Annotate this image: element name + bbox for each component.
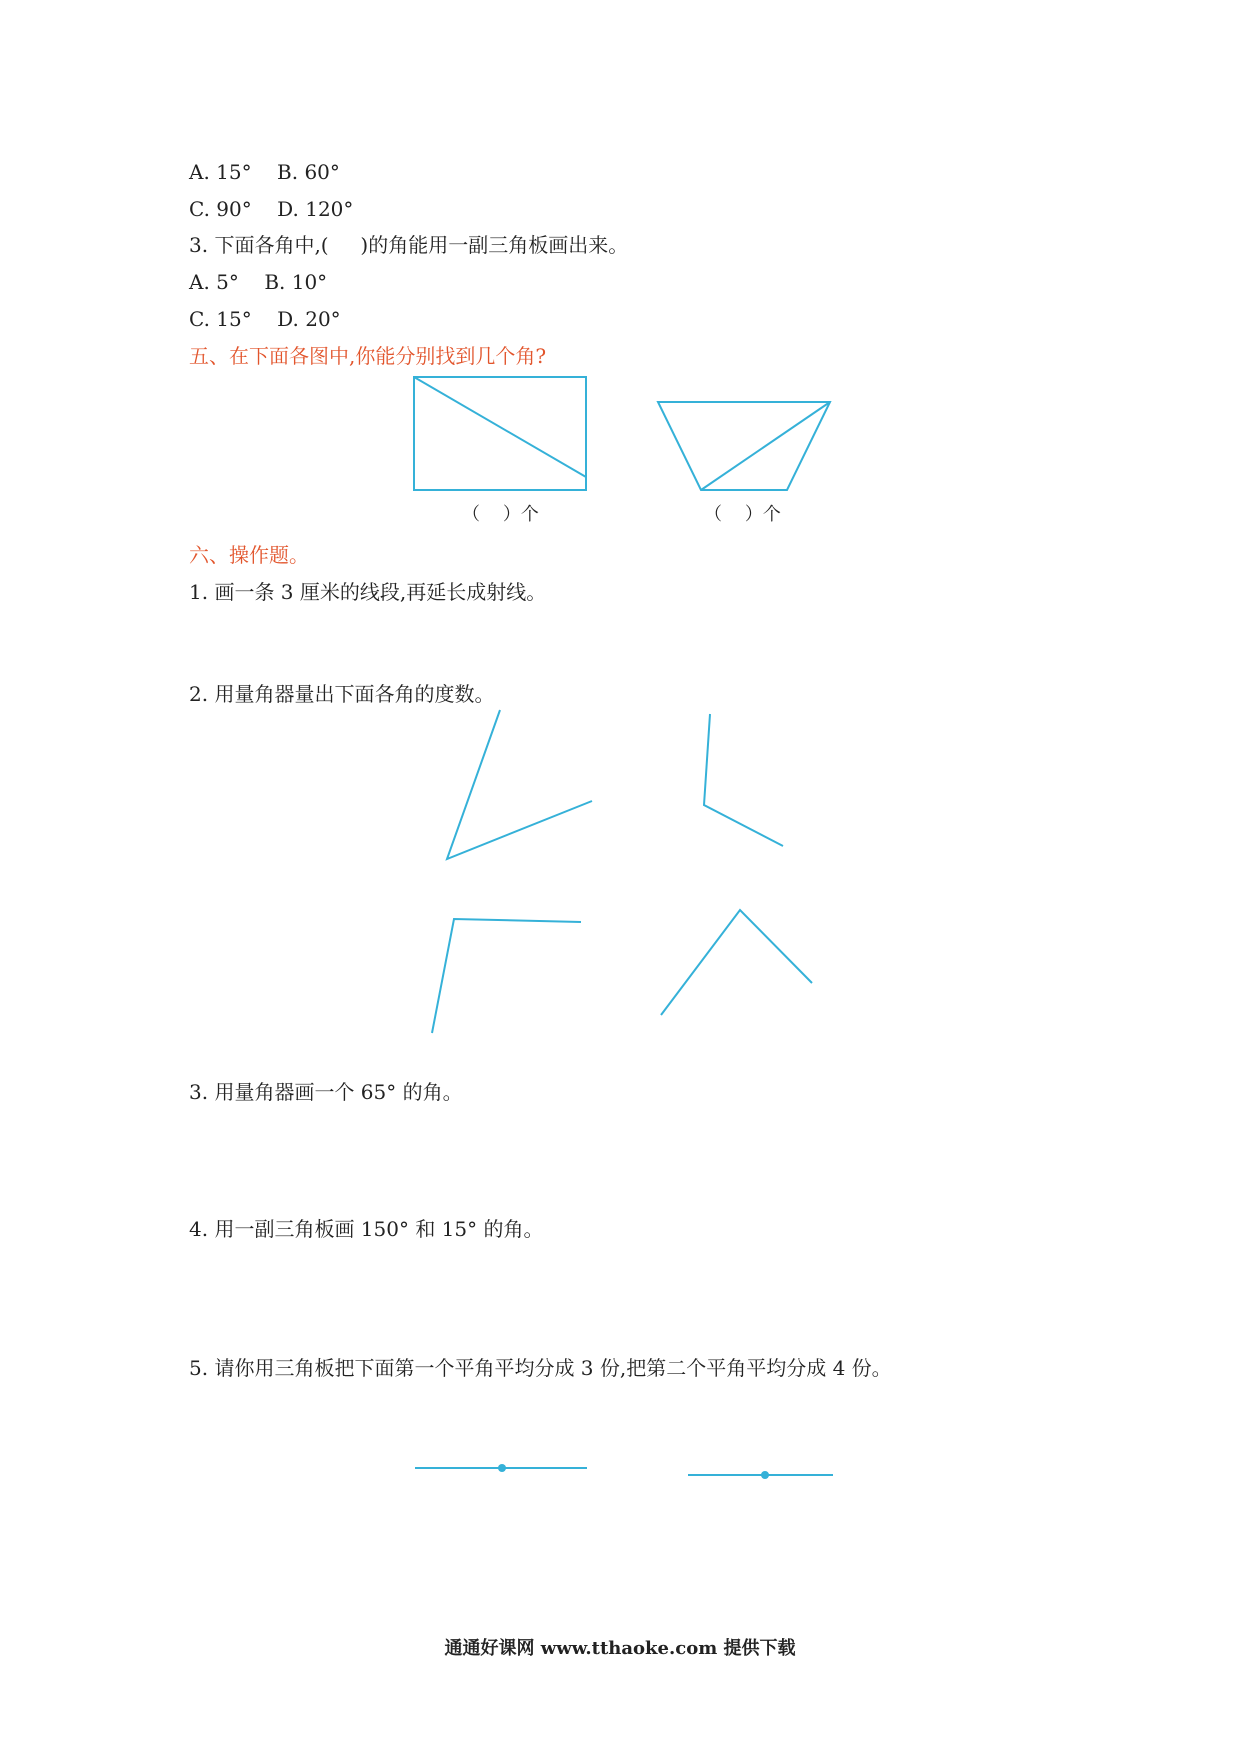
rectangle-diagonal [414, 377, 586, 477]
q2-options-row2: C. 90° D. 120° [189, 197, 354, 221]
footer-credit: 通通好课网 www.tthaoke.com 提供下载 [444, 1638, 796, 1659]
figure1-answer-label: （ ）个 [462, 504, 539, 525]
rectangle-figure [414, 377, 586, 490]
section6-q4: 4. 用一副三角板画 150° 和 15° 的角。 [189, 1217, 544, 1241]
section6-q2: 2. 用量角器量出下面各角的度数。 [189, 682, 495, 706]
section6-q3: 3. 用量角器画一个 65° 的角。 [189, 1080, 463, 1104]
angle-1 [447, 710, 592, 859]
figure2-answer-label: （ ）个 [704, 504, 781, 525]
angle-2 [704, 714, 783, 846]
trapezoid-figure [658, 402, 830, 490]
section5-heading: 五、在下面各图中,你能分别找到几个角? [189, 344, 547, 368]
q3-options-row2: C. 15° D. 20° [189, 307, 341, 331]
angle-4 [661, 910, 812, 1015]
straight-angle-2-vertex [761, 1471, 769, 1479]
q2-options-row1: A. 15° B. 60° [189, 160, 340, 184]
q3-question: 3. 下面各角中,( )的角能用一副三角板画出来。 [189, 233, 629, 257]
angle-3 [432, 919, 581, 1033]
section6-q1: 1. 画一条 3 厘米的线段,再延长成射线。 [189, 580, 547, 604]
section6-q5: 5. 请你用三角板把下面第一个平角平均分成 3 份,把第二个平角平均分成 4 份。 [189, 1356, 892, 1380]
straight-angle-1-vertex [498, 1464, 506, 1472]
q3-options-row1: A. 5° B. 10° [189, 270, 328, 294]
section6-heading: 六、操作题。 [189, 543, 309, 567]
trapezoid-diagonal [701, 402, 830, 490]
